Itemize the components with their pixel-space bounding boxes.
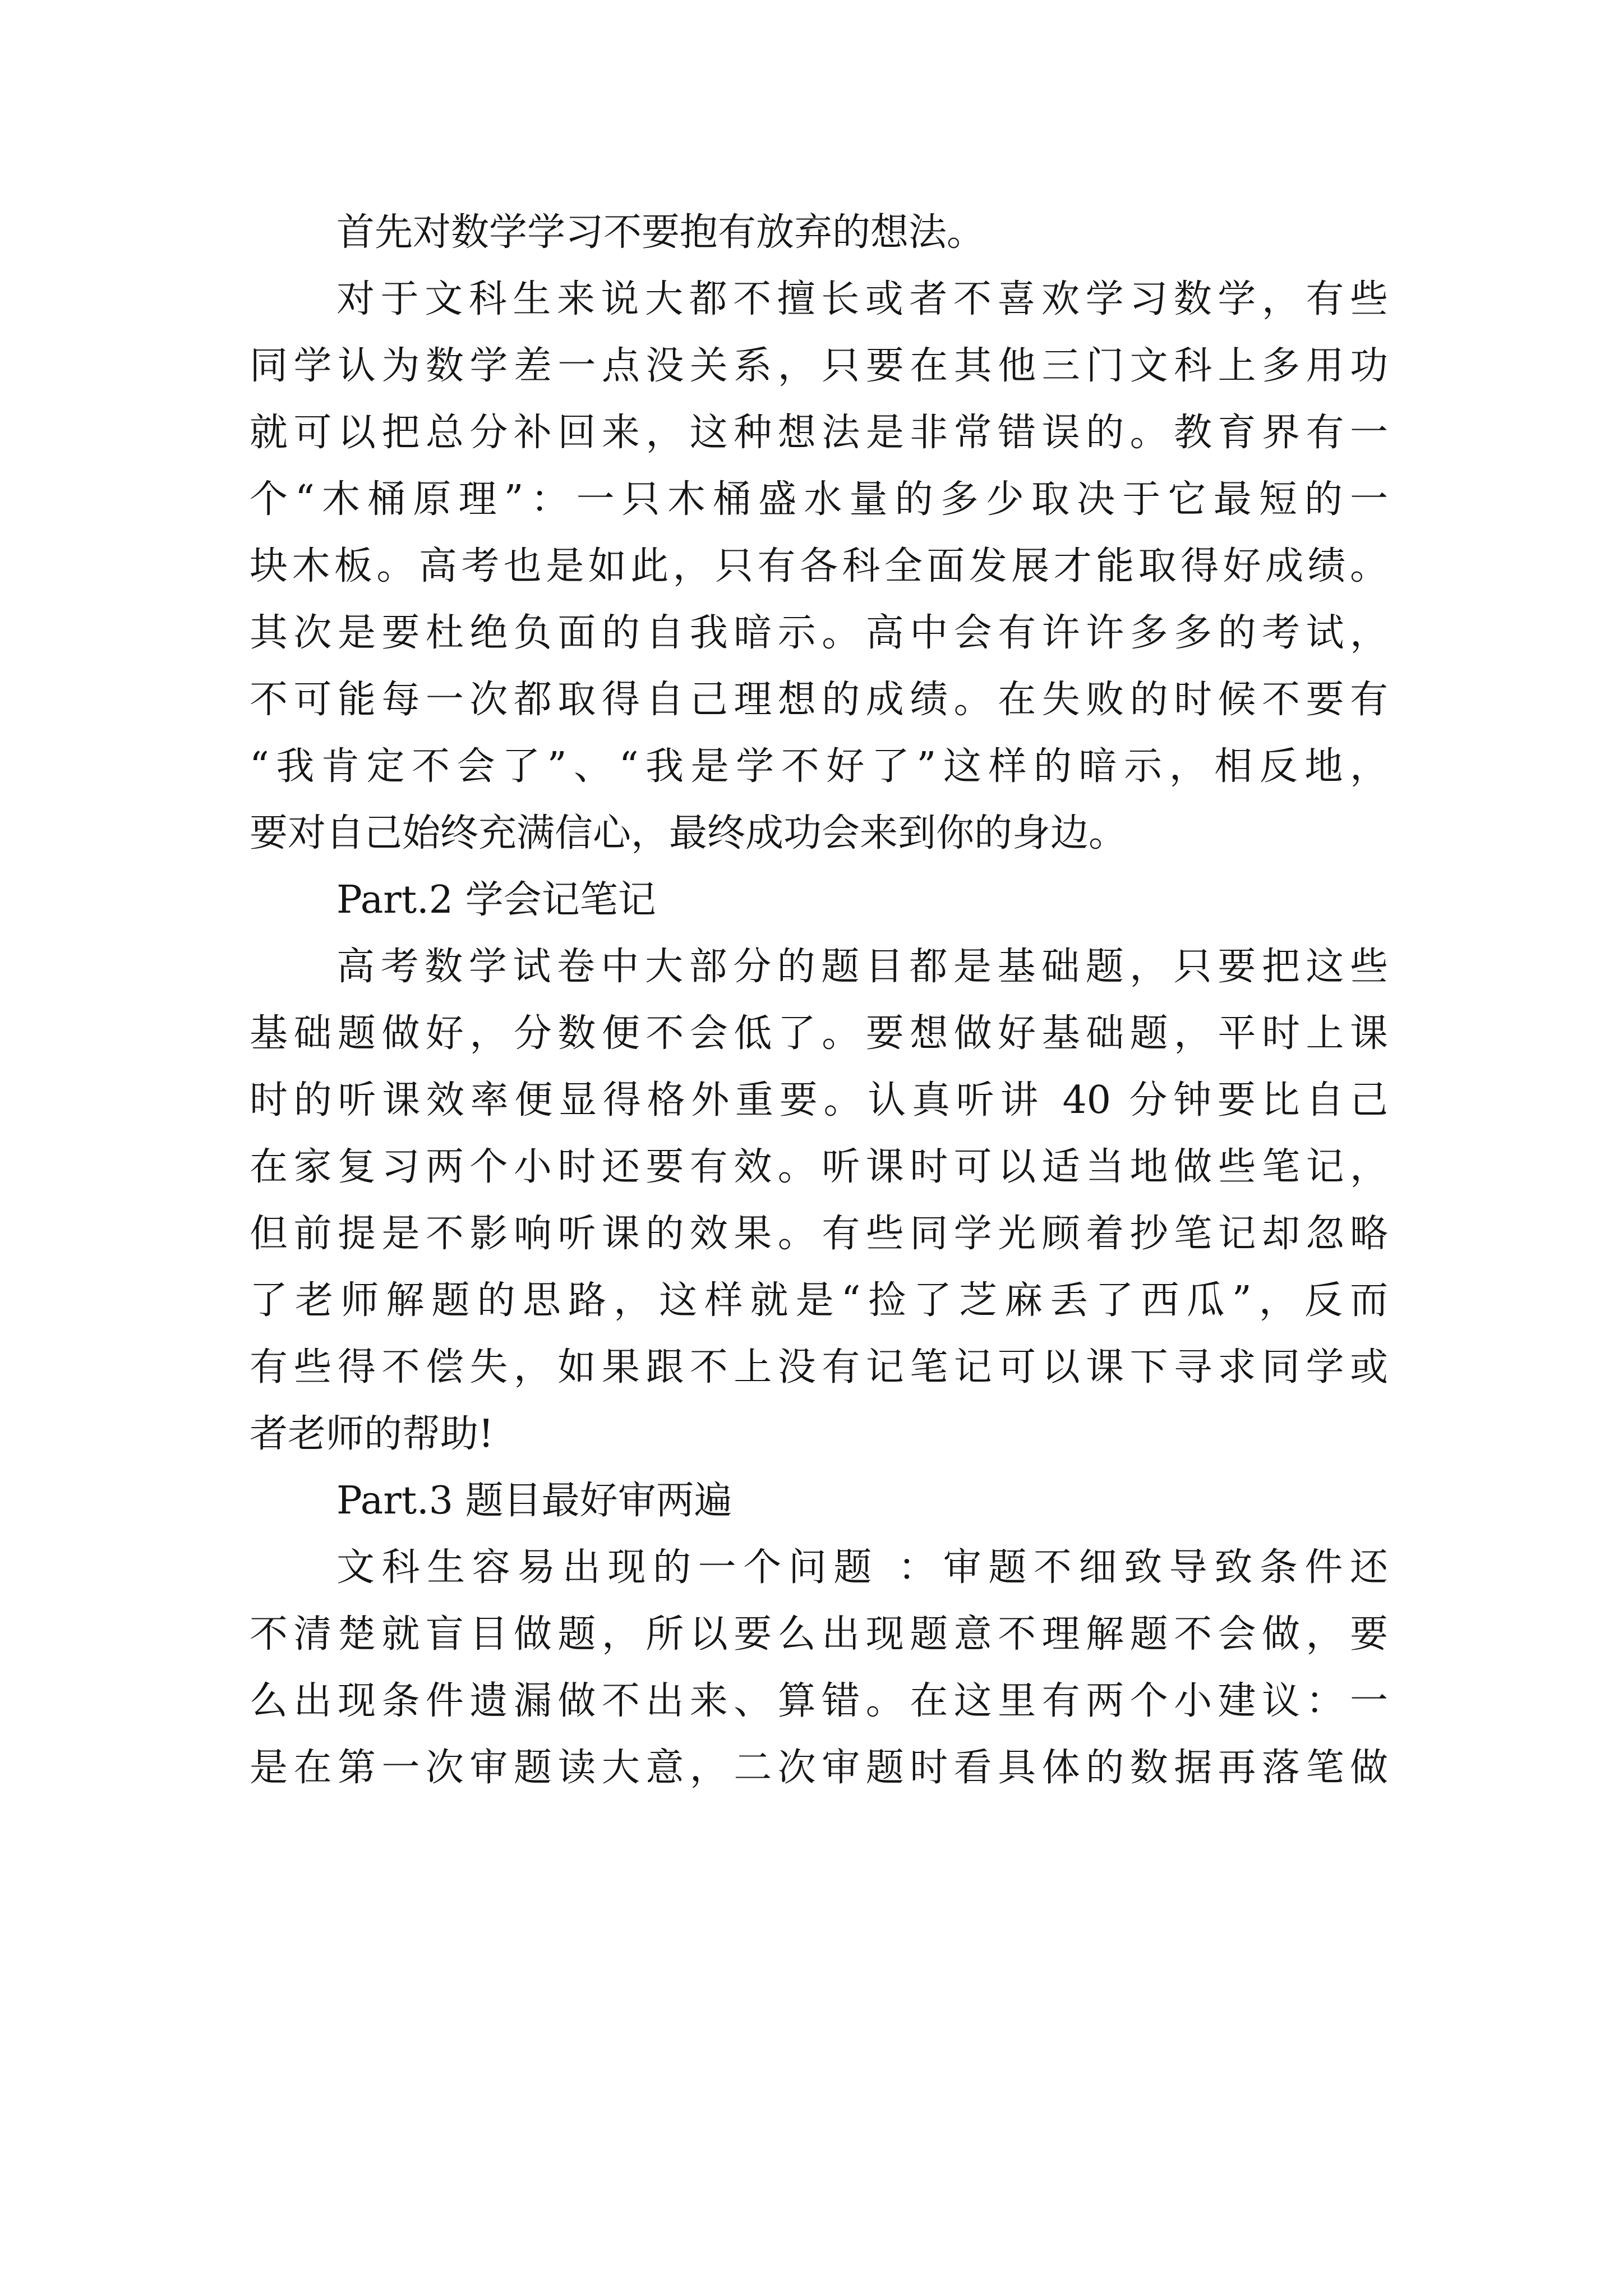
paragraph-line: 要对自己始终充满信心，最终成功会来到你的身边。 <box>250 811 1127 855</box>
paragraph-line: 文科生容易出现的一个问题 ：审题不细致导致条件还 <box>336 1545 1388 1590</box>
paragraph-line: 首先对数学学习不要抱有放弃的想法。 <box>336 210 985 255</box>
paragraph-line: 了老师解题的思路，这样就是“捡了芝麻丢了西瓜”，反而 <box>250 1278 1388 1323</box>
document-body <box>250 199 1388 1801</box>
paragraph-line: 者老师的帮助! <box>250 1412 494 1456</box>
paragraph-line: 是在第一次审题读大意，二次审题时看具体的数据再落笔做 <box>250 1746 1388 1790</box>
paragraph-line: “我肯定不会了”、“我是学不好了”这样的暗示，相反地， <box>250 744 1388 789</box>
paragraph-line: 有些得不偿失，如果跟不上没有记笔记可以课下寻求同学或 <box>250 1345 1388 1389</box>
paragraph-line: 其次是要杜绝负面的自我暗示。高中会有许许多多的考试， <box>250 611 1388 655</box>
paragraph-line: 对于文科生来说大都不擅长或者不喜欢学习数学，有些 <box>336 277 1388 321</box>
paragraph-line: 不可能每一次都取得自己理想的成绩。在失败的时候不要有 <box>250 678 1388 722</box>
paragraph-line: 高考数学试卷中大部分的题目都是基础题，只要把这些 <box>336 945 1388 989</box>
paragraph-line: 在家复习两个小时还要有效。听课时可以适当地做些笔记， <box>250 1145 1388 1189</box>
paragraph-line: 么出现条件遗漏做不出来、算错。在这里有两个小建议：一 <box>250 1679 1388 1723</box>
paragraph-line: 不清楚就盲目做题，所以要么出现题意不理解题不会做，要 <box>250 1612 1388 1657</box>
paragraph-line: 但前提是不影响听课的效果。有些同学光顾着抄笔记却忽略 <box>250 1212 1388 1256</box>
paragraph-line: 同学认为数学差一点没关系，只要在其他三门文科上多用功 <box>250 344 1388 388</box>
paragraph-line: 时的听课效率便显得格外重要。认真听讲 40 分钟要比自己 <box>250 1078 1388 1122</box>
paragraph-line: 块木板。高考也是如此，只有各科全面发展才能取得好成绩。 <box>250 544 1388 588</box>
paragraph-line: 基础题做好，分数便不会低了。要想做好基础题，平时上课 <box>250 1011 1388 1056</box>
paragraph-line: 个“木桶原理”：一只木桶盛水量的多少取决于它最短的一 <box>250 477 1388 522</box>
section-heading: Part.2 学会记笔记 <box>336 878 656 922</box>
paragraph-line: 就可以把总分补回来，这种想法是非常错误的。教育界有一 <box>250 411 1388 455</box>
section-heading: Part.3 题目最好审两遍 <box>336 1479 732 1523</box>
